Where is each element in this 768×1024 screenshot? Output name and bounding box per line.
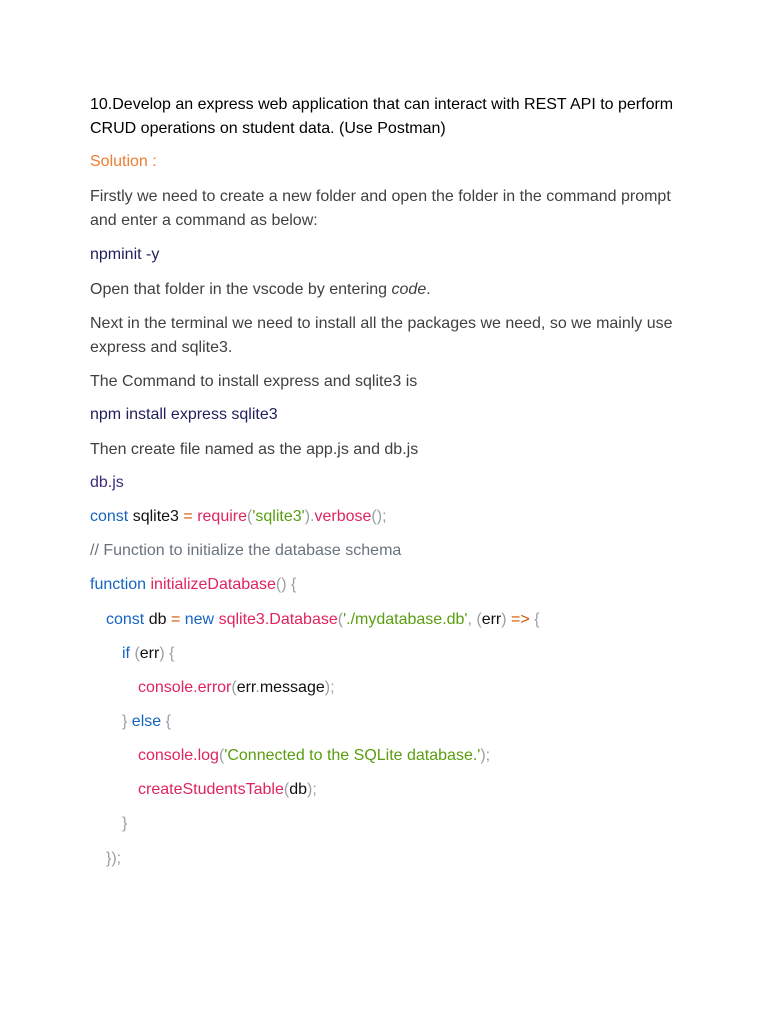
code-token: require (197, 508, 248, 525)
code-token: verbose (314, 508, 372, 525)
command-npm-install: npm install express sqlite3 (90, 406, 278, 423)
open-vscode-code: code (391, 281, 427, 298)
open-vscode-text: Open that folder in the vscode by entering (90, 281, 392, 298)
code-token: './mydatabase.db' (343, 611, 468, 628)
code-token: if (122, 645, 130, 662)
code-line-5 (122, 644, 174, 664)
code-token: err (139, 645, 160, 662)
code-token: else (131, 713, 162, 730)
code-token: db (289, 781, 307, 798)
code-token: . (255, 679, 260, 696)
code-token: db (148, 611, 167, 628)
code-line-1 (90, 507, 387, 527)
paragraph-create-folder: Firstly we need to create a new folder and open the folder in the command prompt and enter a command as below: (90, 188, 671, 229)
code-line-2-comment: // Function to initialize the database schema (90, 542, 402, 559)
paragraph-install-packages: Next in the terminal we need to install all the packages we need, so we mainly use express and sqlite3. (90, 315, 673, 356)
paragraph-install-command-intro: The Command to install express and sqlite3 is (90, 373, 418, 390)
code-token: => (511, 611, 530, 628)
file-name-db-js: db.js (90, 474, 124, 491)
code-token: ( (218, 747, 225, 764)
code-token: { (165, 713, 171, 730)
code-token: ); (480, 747, 491, 764)
code-token: 'sqlite3' (252, 508, 305, 525)
solution-label: Solution : (90, 153, 157, 170)
command-npm-init: npminit -y (90, 246, 160, 263)
code-token: new (184, 611, 215, 628)
paragraph-create-files: Then create file named as the app.js and db.js (90, 441, 419, 458)
code-token: function (90, 576, 147, 593)
code-token: err (236, 679, 256, 696)
code-token: ( (134, 645, 140, 662)
code-token: 'Connected to the SQLite database.' (224, 747, 481, 764)
code-token: , ( (467, 611, 482, 628)
code-token: const (106, 611, 145, 628)
code-token: console.log (138, 747, 219, 764)
code-token: createStudentsTable (138, 781, 284, 798)
code-token: initializeDatabase (150, 576, 276, 593)
code-line-8 (138, 746, 490, 766)
code-token: } (122, 713, 128, 730)
code-line-3 (90, 575, 296, 595)
code-token: { (534, 611, 540, 628)
code-line-7 (122, 712, 171, 732)
code-token: err (481, 611, 502, 628)
code-token: sqlite3 (132, 508, 179, 525)
code-token: ). (304, 508, 315, 525)
code-token: ) (501, 611, 507, 628)
code-token: message (259, 679, 325, 696)
code-token: console.error (138, 679, 232, 696)
code-token: ( (247, 508, 253, 525)
open-vscode-period: . (426, 281, 431, 298)
code-line-6 (138, 678, 335, 698)
code-line-10: } (122, 815, 128, 832)
code-token: ) { (159, 645, 175, 662)
question-text: 10.Develop an express web application that can interact with REST API to perform CRUD operations on student data. (Use Postman) (90, 96, 674, 137)
code-token: sqlite3.Database (218, 611, 338, 628)
code-line-11: }); (106, 850, 122, 867)
code-token: (); (371, 508, 387, 525)
code-line-4 (106, 610, 540, 630)
code-token: ( (283, 781, 290, 798)
code-token: ( (231, 679, 237, 696)
code-token: = (170, 611, 181, 628)
code-token: ); (324, 679, 335, 696)
code-token: const (90, 508, 129, 525)
paragraph-open-vscode (90, 278, 690, 302)
code-token: () { (275, 576, 297, 593)
code-token: ( (337, 611, 344, 628)
code-token: = (183, 508, 193, 525)
code-token: ); (307, 781, 317, 798)
code-line-9 (138, 780, 317, 800)
